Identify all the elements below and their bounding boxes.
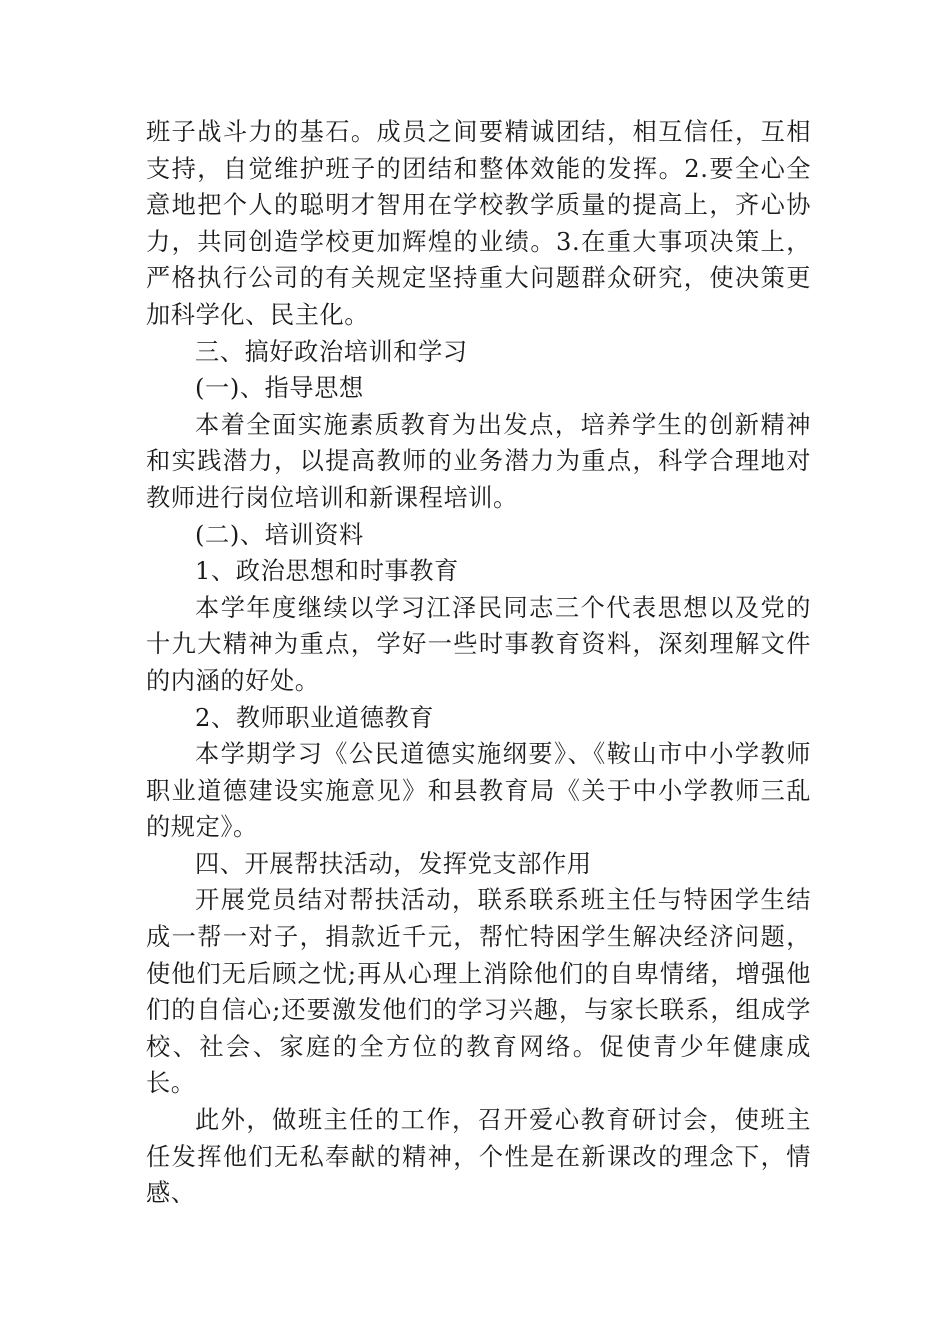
paragraph: 本学年度继续以学习江泽民同志三个代表思想以及党的十九大精神为重点，学好一些时事教育资料，深刻理解文件的内涵的好处。: [146, 593, 811, 695]
paragraph: 本着全面实施素质教育为出发点，培养学生的创新精神和实践潜力，以提高教师的业务潜力为重点，科学合理地对教师进行岗位培训和新课程培训。: [146, 410, 811, 512]
subsection-heading: (一)、指导思想: [195, 374, 364, 403]
subsection-heading: (二)、培训资料: [195, 520, 364, 549]
item-heading: 1、政治思想和时事教育: [195, 557, 459, 586]
item-heading: 2、教师职业道德教育: [195, 703, 435, 732]
paragraph: 班子战斗力的基石。成员之间要精诚团结，相互信任，互相支持，自觉维护班子的团结和整体效能的发挥。2.要全心全意地把个人的聪明才智用在学校教学质量的提高上，齐心协力，共同创造学校更加辉煌的业绩。3.在重大事项决策上，严格执行公司的有关规定坚持重大问题群众研究，使决策更加科学化、民主化。: [146, 118, 811, 329]
paragraph: 开展党员结对帮扶活动，联系联系班主任与特困学生结成一帮一对子，捐款近千元，帮忙特困学生解决经济问题，使他们无后顾之忧;再从心理上消除他们的自卑情绪，增强他们的自信心;还要激发他们的学习兴趣，与家长联系，组成学校、社会、家庭的全方位的教育网络。促使青少年健康成长。: [146, 886, 811, 1098]
paragraph: 本学期学习《公民道德实施纲要》、《鞍山市中小学教师职业道德建设实施意见》和县教育局《关于中小学教师三乱的规定》。: [146, 740, 811, 842]
section-heading: 三、搞好政治培训和学习: [195, 337, 468, 366]
document-body: [146, 114, 811, 1212]
paragraph: 此外，做班主任的工作，召开爱心教育研讨会，使班主任发挥他们无私奉献的精神，个性是在新课改的理念下，情感、: [146, 1106, 811, 1208]
section-heading: 四、开展帮扶活动，发挥党支部作用: [195, 849, 592, 878]
